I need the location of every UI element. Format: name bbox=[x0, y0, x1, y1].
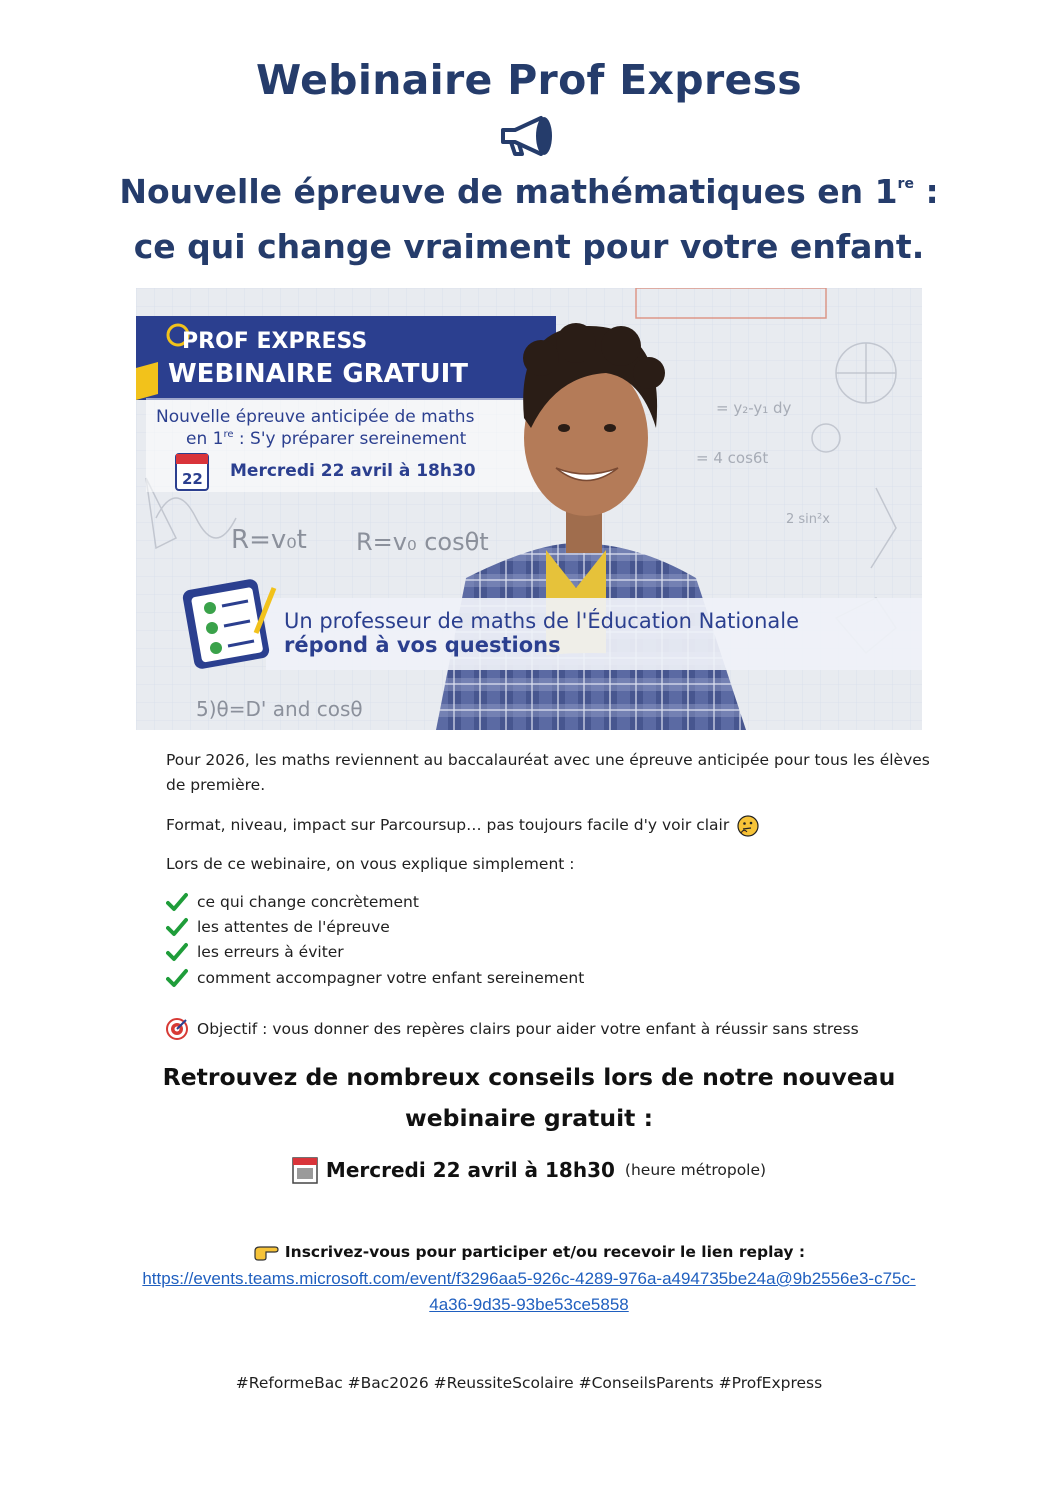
banner-teacher-1: Un professeur de maths de l'Éducation Nationale bbox=[284, 609, 800, 633]
calendar-icon bbox=[176, 454, 208, 490]
page-title: Webinaire Prof Express bbox=[256, 56, 802, 104]
webinar-banner bbox=[136, 288, 922, 730]
checklist-item: les attentes de l'épreuve bbox=[166, 917, 390, 937]
check-mark-icon bbox=[166, 968, 188, 988]
cta-line-2: webinaire gratuit : bbox=[405, 1104, 653, 1132]
banner-date: Mercredi 22 avril à 18h30 bbox=[230, 461, 476, 481]
check-mark-icon bbox=[166, 942, 188, 962]
format-paragraph: Format, niveau, impact sur Parcoursup… pas toujours facile d'y voir clair bbox=[166, 813, 759, 838]
subtitle-line-2: ce qui change vraiment pour votre enfant. bbox=[133, 227, 925, 266]
megaphone-icon bbox=[497, 113, 559, 159]
objective-line: Objectif : vous donner des repères clairs pour aider votre enfant à réussir sans stress bbox=[166, 1018, 859, 1040]
intro-paragraph: Pour 2026, les maths reviennent au baccalauréat avec une épreuve anticipée pour tous les élèves de première. bbox=[166, 751, 930, 794]
cta-line-1: Retrouvez de nombreux conseils lors de notre nouveau bbox=[162, 1063, 896, 1091]
check-mark-icon bbox=[166, 917, 188, 937]
checklist-item: ce qui change concrètement bbox=[166, 892, 419, 912]
banner-topic-1: Nouvelle épreuve anticipée de maths bbox=[156, 407, 475, 427]
svg-text:= 4 cos6t: = 4 cos6t bbox=[696, 449, 769, 467]
explain-paragraph: Lors de ce webinaire, on vous explique simplement : bbox=[166, 855, 575, 873]
register-line: Inscrivez-vous pour participer et/ou recevoir le lien replay : bbox=[0, 1243, 1058, 1261]
hashtags: #ReformeBac #Bac2026 #ReussiteScolaire #ConseilsParents #ProfExpress bbox=[235, 1374, 823, 1392]
svg-text:2 sin²x: 2 sin²x bbox=[786, 512, 830, 527]
banner-illustration bbox=[136, 288, 922, 730]
thinking-face-icon bbox=[737, 815, 759, 837]
checklist-item: comment accompagner votre enfant sereinement bbox=[166, 968, 584, 988]
banner-teacher-2: répond à vos questions bbox=[284, 633, 561, 657]
checklist-item: les erreurs à éviter bbox=[166, 942, 344, 962]
banner-brand: PROF EXPRESS bbox=[182, 329, 368, 354]
formula-3: 5)θ=D' and cosθ bbox=[196, 697, 363, 721]
svg-text:22: 22 bbox=[182, 470, 203, 488]
formula-2: R=v₀ cosθt bbox=[356, 528, 489, 556]
svg-text:= y₂-y₁ dy: = y₂-y₁ dy bbox=[716, 399, 792, 417]
check-mark-icon bbox=[166, 892, 188, 912]
banner-topic-2: en 1re : S'y préparer sereinement bbox=[186, 429, 467, 449]
registration-link[interactable]: https://events.teams.microsoft.com/event/f3296aa5-926c-4289-976a-a494735be24a@9b2556e3-c75c- 4a36-9d35-93be53ce5858 bbox=[142, 1269, 916, 1314]
webinar-date: Mercredi 22 avril à 18h30 (heure métropole) bbox=[0, 1156, 1058, 1184]
pointing-hand-icon bbox=[253, 1243, 279, 1261]
subtitle-line-1: Nouvelle épreuve de mathématiques en 1re : bbox=[119, 172, 939, 211]
banner-badge: WEBINAIRE GRATUIT bbox=[168, 359, 469, 389]
target-icon bbox=[166, 1018, 188, 1040]
calendar-icon bbox=[292, 1156, 318, 1184]
formula-1: R=v₀t bbox=[231, 525, 307, 555]
